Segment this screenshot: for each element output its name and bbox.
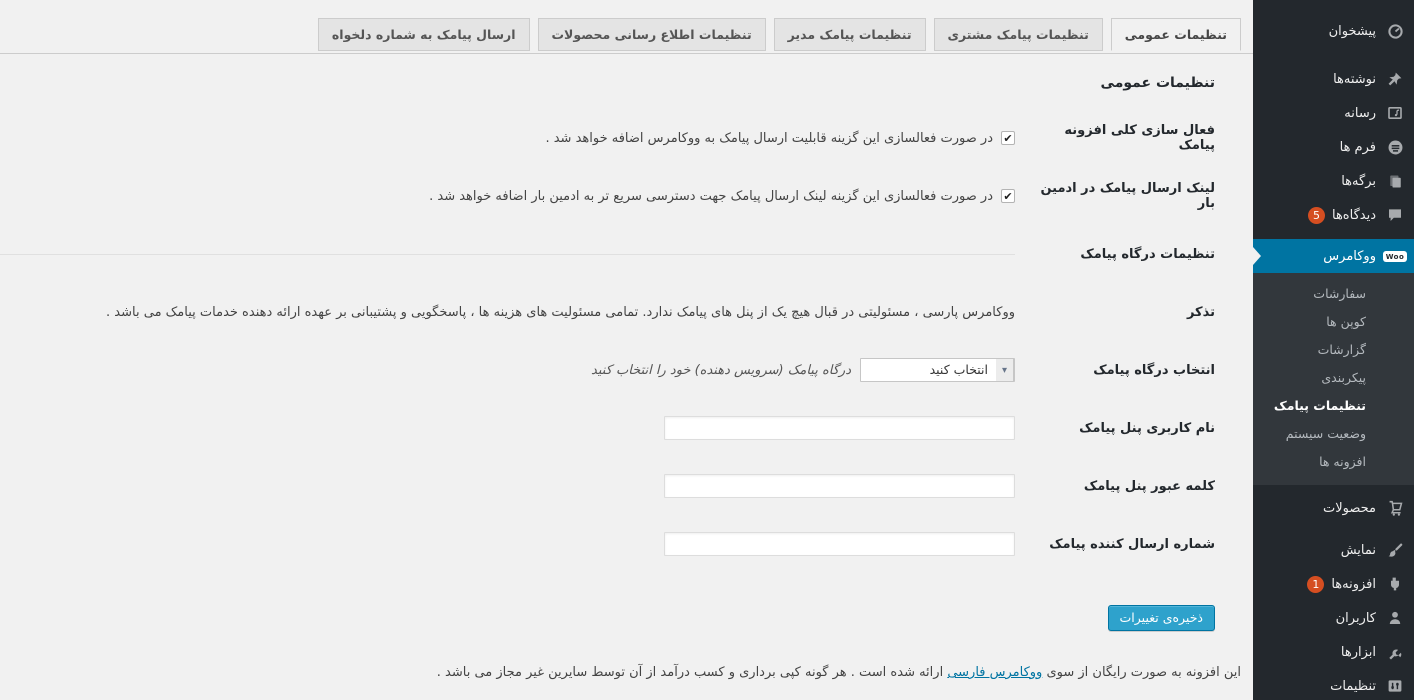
gateway-select-dropdown[interactable] bbox=[860, 358, 1015, 382]
disclaimer-text: ووکامرس پارسی ، مسئولیتی در قبال هیچ یک از پنل های پیامک ندارد. تمامی مسئولیت های هزینه ها ، پاسخگویی و پشتیبانی بر عهده ارائه دهنده خدمات پیامک می باشد . bbox=[106, 304, 1015, 320]
sidebar-item-label: ووکامرس bbox=[1323, 248, 1376, 264]
sender-number-input[interactable] bbox=[664, 532, 1015, 556]
current-menu-arrow bbox=[1253, 247, 1261, 265]
field-adminbar-sms-link bbox=[0, 189, 1015, 204]
submenu-item-0[interactable]: سفارشات bbox=[1313, 286, 1366, 301]
section-divider bbox=[0, 254, 1015, 255]
field-sender-number bbox=[0, 532, 1015, 556]
sidebar-item-dashboard[interactable] bbox=[1253, 14, 1414, 48]
submenu-item-1[interactable]: کوپن ها bbox=[1326, 314, 1366, 329]
selected-value: انتخاب کنید bbox=[929, 362, 988, 377]
sidebar-item-settings[interactable] bbox=[1253, 669, 1414, 700]
sidebar-item-label: رسانه bbox=[1344, 105, 1376, 121]
field-label-panel-username: نام کاربری پنل پیامک bbox=[1079, 420, 1215, 436]
field-label-enable-sms-plugin: فعال سازی کلی افزونه پیامک bbox=[1064, 123, 1215, 153]
adminbar-sms-link-description: در صورت فعالسازی این گزینه لینک ارسال پیامک جهت دسترسی سریع تر به ادمین بار اضافه خواهد شد . bbox=[429, 188, 993, 204]
submenu-item-4[interactable]: تنظیمات پیامک bbox=[1273, 398, 1366, 413]
sidebar-item-tools[interactable] bbox=[1253, 635, 1414, 669]
footer-note bbox=[0, 631, 1253, 680]
footer-text-before: این افزونه به صورت رایگان از سوی bbox=[1042, 665, 1241, 680]
sidebar-item-label: فرم ها bbox=[1339, 139, 1376, 155]
wrench-icon bbox=[1376, 644, 1414, 660]
pages-icon bbox=[1376, 174, 1414, 189]
menu-separator bbox=[1253, 525, 1414, 533]
submenu-item-3[interactable]: پیکربندی bbox=[1321, 370, 1366, 385]
section-heading-gateway-section: تنظیمات درگاه پیامک bbox=[1080, 246, 1215, 262]
form-row-panel-username bbox=[0, 399, 1215, 457]
enable-sms-plugin-checkbox[interactable]: ✔ bbox=[1001, 131, 1015, 145]
settings-tabs bbox=[0, 0, 1253, 54]
cart-icon bbox=[1376, 500, 1414, 517]
tab-4[interactable]: ارسال پیامک به شماره دلخواه bbox=[318, 18, 530, 51]
media-icon bbox=[1376, 105, 1414, 121]
sidebar-item-label: تنظیمات bbox=[1330, 678, 1376, 694]
sidebar-item-pages[interactable] bbox=[1253, 164, 1414, 198]
sidebar-item-label: کاربران bbox=[1335, 610, 1376, 626]
adminbar-sms-link-checkbox[interactable]: ✔ bbox=[1001, 189, 1015, 203]
form-row-adminbar-sms-link bbox=[0, 167, 1215, 225]
user-icon bbox=[1376, 610, 1414, 626]
sidebar-item-appearance[interactable] bbox=[1253, 533, 1414, 567]
field-label-sender-number: شماره ارسال کننده پیامک bbox=[1049, 536, 1215, 552]
gateway-select-description: درگاه پیامک (سرویس دهنده) خود را انتخاب کنید bbox=[591, 362, 851, 378]
submenu-item-5[interactable]: وضعیت سیستم bbox=[1285, 426, 1366, 441]
form-row-enable-sms-plugin bbox=[0, 109, 1215, 167]
chevron-down-icon: ▾ bbox=[996, 359, 1014, 381]
field-panel-password bbox=[0, 474, 1015, 498]
woocommerce-farsi-link[interactable]: ووکامرس فارسی bbox=[947, 665, 1043, 680]
tab-3[interactable]: تنظیمات اطلاع رسانی محصولات bbox=[538, 18, 766, 51]
field-label-gateway-select: انتخاب درگاه پیامک bbox=[1093, 362, 1215, 378]
field-label-disclaimer: تذکر bbox=[1186, 304, 1215, 320]
comments-count-badge: 5 bbox=[1308, 207, 1325, 224]
form-row-panel-password bbox=[0, 457, 1215, 515]
field-label-panel-password: کلمه عبور پنل پیامک bbox=[1083, 478, 1215, 494]
field-gateway-section bbox=[0, 254, 1015, 255]
comment-icon bbox=[1376, 207, 1414, 223]
sidebar-item-woocommerce[interactable] bbox=[1253, 239, 1414, 273]
woo-icon: Woo bbox=[1376, 251, 1414, 262]
sidebar-item-label: محصولات bbox=[1323, 500, 1376, 516]
menu-separator bbox=[1253, 232, 1414, 239]
save-button[interactable]: ذخیره‌ی تغییرات bbox=[1108, 605, 1215, 631]
submenu-item-2[interactable]: گزارشات bbox=[1317, 342, 1366, 357]
footer-text-after: ارائه شده است . هر گونه کپی برداری و کسب درآمد از آن توسط سایرین غیر مجاز می باشد . bbox=[436, 665, 948, 680]
forms-icon bbox=[1376, 139, 1414, 156]
tab-0[interactable]: تنظیمات عمومی bbox=[1111, 18, 1241, 51]
plugins-count-badge: 1 bbox=[1307, 576, 1324, 593]
field-enable-sms-plugin bbox=[0, 131, 1015, 146]
field-gateway-select bbox=[0, 358, 1015, 382]
form-row-gateway-section bbox=[0, 225, 1215, 283]
sidebar-item-users[interactable] bbox=[1253, 601, 1414, 635]
general-settings-form bbox=[0, 75, 1253, 573]
pin-icon bbox=[1376, 71, 1414, 87]
woocommerce-submenu bbox=[1253, 273, 1414, 485]
sidebar-item-posts[interactable] bbox=[1253, 62, 1414, 96]
field-panel-username bbox=[0, 416, 1015, 440]
save-row bbox=[0, 573, 1253, 631]
menu-separator bbox=[1253, 48, 1414, 62]
sidebar-item-label: نمایش bbox=[1340, 542, 1376, 558]
tab-2[interactable]: تنظیمات پیامک مدیر bbox=[774, 18, 926, 51]
sidebar-item-plugins[interactable] bbox=[1253, 567, 1414, 601]
sidebar-item-label: پیشخوان bbox=[1328, 23, 1376, 39]
form-row-disclaimer bbox=[0, 283, 1215, 341]
plugin-icon bbox=[1376, 576, 1414, 592]
sidebar-item-media[interactable] bbox=[1253, 96, 1414, 130]
form-rows bbox=[0, 91, 1215, 573]
sidebar-item-label: برگه‌ها bbox=[1341, 173, 1376, 189]
dashboard-icon bbox=[1376, 23, 1414, 40]
sidebar-item-products[interactable] bbox=[1253, 491, 1414, 525]
sliders-icon bbox=[1376, 678, 1414, 694]
brush-icon bbox=[1376, 542, 1414, 558]
enable-sms-plugin-description: در صورت فعالسازی این گزینه قابلیت ارسال پیامک به ووکامرس اضافه خواهد شد . bbox=[545, 130, 993, 146]
sidebar-item-label: نوشته‌ها bbox=[1333, 71, 1376, 87]
sidebar-item-label: ابزارها bbox=[1340, 644, 1376, 660]
form-row-gateway-select bbox=[0, 341, 1215, 399]
sidebar-item-forms[interactable] bbox=[1253, 130, 1414, 164]
field-disclaimer bbox=[0, 305, 1015, 320]
page-title: تنظیمات عمومی bbox=[1100, 75, 1215, 91]
field-label-adminbar-sms-link: لینک ارسال پیامک در ادمین بار bbox=[1040, 181, 1215, 211]
admin-sidebar bbox=[1253, 0, 1414, 700]
submenu-item-6[interactable]: افزونه ها bbox=[1319, 454, 1366, 469]
panel-username-input[interactable] bbox=[664, 416, 1015, 440]
form-row-sender-number bbox=[0, 515, 1215, 573]
sidebar-item-label: دیدگاه‌ها bbox=[1331, 207, 1376, 223]
tab-1[interactable]: تنظیمات پیامک مشتری bbox=[934, 18, 1103, 51]
panel-password-input[interactable] bbox=[664, 474, 1015, 498]
sidebar-item-label: افزونه‌ها bbox=[1331, 576, 1376, 592]
sidebar-item-comments[interactable] bbox=[1253, 198, 1414, 232]
